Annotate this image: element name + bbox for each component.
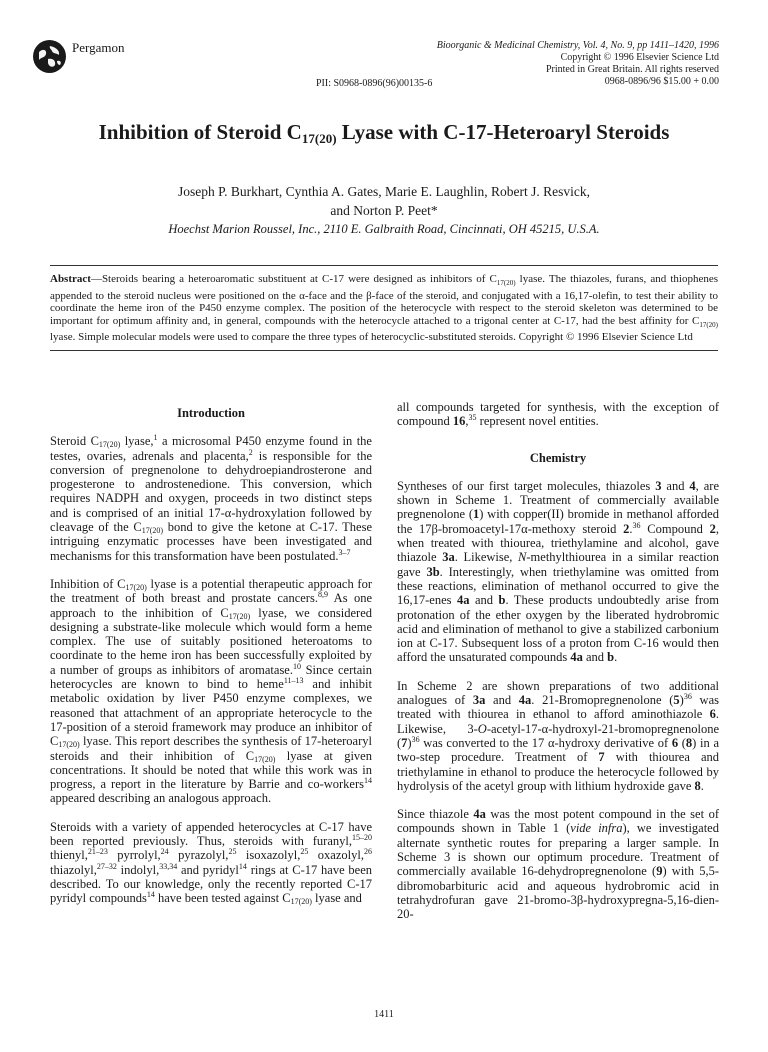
journal-citation: Bioorganic & Medicinal Chemistry, Vol. 4, No. 9, pp 1411–1420, 1996	[436, 40, 719, 51]
chemistry-heading: Chemistry	[529, 450, 587, 465]
publisher-logo	[33, 40, 66, 73]
chemistry-paragraph-2: In Scheme 2 are shown preparations of two additional analogues of 3a and 4a. 21-Bromopregnenolone $(5)^{36}$ was treated with thiourea in ethanol to afford aminothiazole 6. Likewise, 3-O-acetyl-17-α-hydroxyl-21-bromopregnenolone $(7)^{36}$ was converted to the 17 α-hydroxy derivative of 6 (8) in a two-step procedure. Treatment of 7 with thiourea and triethylamine in ethanol to produce the heterocycle followed by hydrolysis of the acetyl group with lithium hydroxide gave 8.	[397, 678, 719, 793]
author-list	[0, 182, 768, 220]
publisher-name: Pergamon	[72, 40, 125, 55]
intro-paragraph-continued: all compounds targeted for synthesis, with the exception of compound 16,35 represent novel entities.	[397, 400, 719, 429]
price-line: 0968-0896/96 $15.00 + 0.00	[604, 76, 719, 87]
page-number: 1411	[374, 1009, 394, 1020]
abstract-top-rule	[50, 265, 718, 266]
intro-paragraph-3: Steroids with a variety of appended heterocycles at C-17 have been reported previously. Thus, steroids with furanyl,$^{15-20}$ thienyl,$^{21-23}$ pyrrolyl,$^{24}$ pyrazolyl,$^{25}$ isoxazolyl,$^{25}$ oxazolyl,$^{26}$ thiazolyl,$^{27-32}$ indolyl,$^{33,34}$ and pyridyl$^{14}$ rings at C-17 have been described. To our knowledge, only the recently reported C-17 pyridyl compounds$^{14}$ have been tested against $C_{17(20)}$ lyase and	[50, 819, 373, 907]
abstract: Abstract—Steroids bearing a heteroaromatic substituent at C-17 were designed as inhibitors of $C_{17(20)}$ lyase. The thiazoles, furans, and thiophenes appended to the steroid nucleus were positioned on the α-face and the β-face of the steroid, and conjugated with a 16,17-olefin, to test their ability to coordinate the heme iron of the P450 enzyme complex. The position of the heterocycle with respect to the steroid skeleton was determined to be important for optimum affinity and, in general, compounds with the heterocycle attached to a trigonal center at C-17, had the best affinity for $C_{17(20)}$ lyase. Simple molecular models were used to compare the three types of heterocyclic-substituted steroids. Copyright © 1996 Elsevier Science Ltd	[50, 273, 718, 344]
affiliation: Hoechst Marion Roussel, Inc., 2110 E. Galbraith Road, Cincinnati, OH 45215, U.S.A.	[168, 222, 600, 236]
authors-line-2: and Norton P. Peet*	[330, 203, 438, 218]
printed-line: Printed in Great Britain. All rights reserved	[545, 64, 719, 75]
left-column	[50, 400, 372, 920]
intro-paragraph-1: Steroid $C_{17(20)}$ lyase,$^1$ a microsomal P450 enzyme found in the testes, ovaries, adrenals and placenta,$^2$ is responsible for the conversion of pregnenolone to dehydroepiandrosterone and progesterone to androstenedione. This conversion, which requires NADPH and oxygen, proceeds in two distinct steps and is comprised of an initial 17-α-hydroxylation followed by cleavage of the $C_{17(20)}$ bond to give the ketone at C-17. These intriguing enzymatic processes have been investigated and mechanisms for this transformation have been postulated.$^{3-7}$	[50, 433, 372, 563]
intro-paragraph-2: Inhibition of $C_{17(20)}$ lyase is a potential therapeutic approach for the treatment of both breast and prostate cancers.$^{8,9}$ As one approach to the inhibition of $C_{17(20)}$ lyase, we considered designing a substrate-like molecule which would form a heme complex. The use of suitably positioned heteroatoms to coordinate to the heme iron has been successfully exploited by a number of groups as inhibitors of aromatase.$^{10}$ Since certain heterocycles are known to bind to heme$^{11-13}$ and inhibit metabolic oxidation by liver P450 enzyme complexes, we reasoned that attachment of an appropriate heterocycle to the 17-position of a steroid framework may produce an inhibitor of $C_{17(20)}$ lyase. This report describes the synthesis of 17-heteroaryl steroids and their inhibition of $C_{17(20)}$ lyase at given concentrations. It should be noted that while this work was in progress, a report in the literature by Barrie and co-workers$^{14}$ appeared describing an analogous approach.	[50, 576, 373, 806]
introduction-heading: Introduction	[177, 406, 245, 420]
copyright-line: Copyright © 1996 Elsevier Science Ltd	[560, 52, 719, 63]
globe-icon	[33, 40, 66, 73]
abstract-label: Abstract	[50, 273, 91, 285]
chemistry-paragraph-1: Syntheses of our first target molecules, thiazoles 3 and 4, are shown in Scheme 1. Treatment of commercially available pregnenolone (1) with copper(II) bromide in methanol afforded the 17β-bromoacetyl-17α-methoxy steroid 2.36 Compound 2, when treated with thiourea, triethylamine and alcohol, gave thiazole 3a. Likewise, N-methylthiourea in a similar reaction gave 3b. Interestingly, when triethylamine was omitted from these reactions, elimination of methanol occurred to give the 16,17-enes 4a and b. These products undoubtedly arise from protonation of the ether oxygen by the liberated hydrobromic acid and elimination of methanol to give a stabilized carbonium ion at C-17. Subsequent loss of a proton from C-16 would then afford the unsaturated compounds 4a and b.	[397, 478, 719, 665]
abstract-bottom-rule	[50, 350, 718, 351]
right-column	[397, 400, 719, 936]
pii: PII: S0968-0896(96)00135-6	[316, 78, 433, 89]
authors-line-1: Joseph P. Burkhart, Cynthia A. Gates, Marie E. Laughlin, Robert J. Resvick,	[177, 184, 591, 199]
article-title: Inhibition of Steroid $C_{17(20)}$ Lyase with C-17-Heteroaryl Steroids	[98, 120, 670, 146]
chemistry-paragraph-3: Since thiazole 4a was the most potent compound in the set of compounds shown in Table 1 (vide infra), we investigated alternate synthetic routes for preparing a larger sample. In Scheme 3 is shown our optimum procedure. Treatment of commercially available 16-dehydropregnenolone (9) with 5,5-dibromobarbituric acid and aqueous hydrobromic acid in tetrahydrofuran gave 21-bromo-3β-hydroxypregna-5,16-dien-20-	[397, 807, 720, 922]
